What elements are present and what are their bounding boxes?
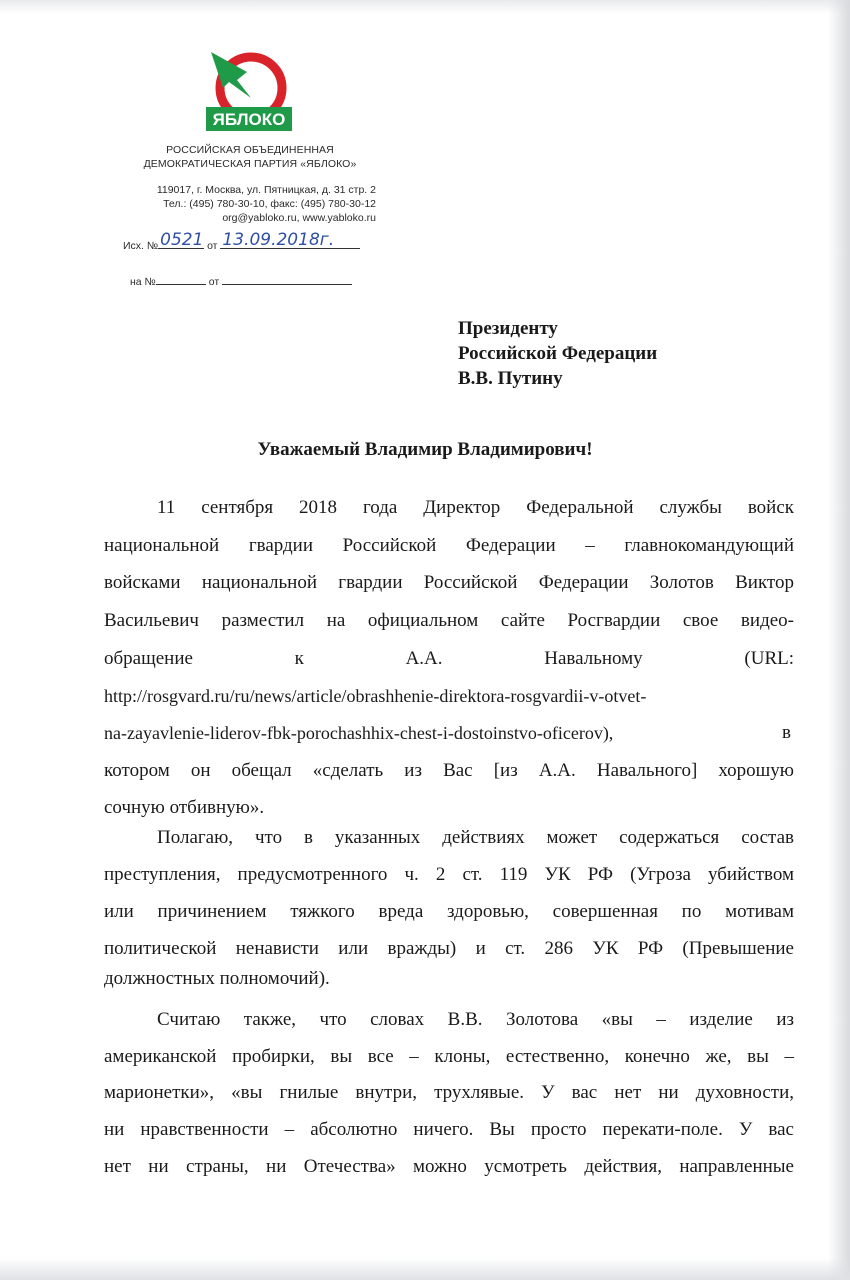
logo-text: ЯБЛОКО xyxy=(212,110,286,129)
party-name-line: РОССИЙСКАЯ ОБЪЕДИНЕННАЯ xyxy=(166,144,334,156)
outgoing-date-label: от xyxy=(207,240,218,252)
url-line: http://rosgvard.ru/ru/news/article/obrashhenie-direktora-rosgvardii-v-otvet- xyxy=(104,686,647,706)
url-line: na-zayavlenie-liderov-fbk-porochashhix-chest-i-dostoinstvo-oficerov), xyxy=(104,723,614,743)
outgoing-date-handwritten: 13.09.2018г. xyxy=(222,230,335,250)
address-line: 119017, г. Москва, ул. Пятницкая, д. 31 стр. 2 xyxy=(156,184,376,196)
yabloko-logo xyxy=(203,50,295,140)
body-line: Васильевич разместил на официальном сайте Росгвардии свое видео- xyxy=(104,610,794,631)
body-line: национальной гвардии Российской Федерации – главнокомандующий xyxy=(104,535,794,556)
email-web-line: org@yabloko.ru, www.yabloko.ru xyxy=(222,212,376,224)
outgoing-number-label: Исх. № xyxy=(123,240,159,252)
party-contacts xyxy=(100,183,376,225)
body-line: преступления, предусмотренного ч. 2 ст. 119 УК РФ (Угроза убийством xyxy=(104,864,794,885)
party-name-line: ДЕМОКРАТИЧЕСКАЯ ПАРТИЯ «ЯБЛОКО» xyxy=(143,158,357,170)
body-word: обращение xyxy=(104,648,193,669)
body-word: в xyxy=(782,722,791,743)
body-line: сочную отбивную». xyxy=(104,797,265,818)
body-line: политической ненависти или вражды) и ст. 286 УК РФ (Превышение xyxy=(104,938,794,959)
body-line: нет ни страны, ни Отечества» можно усмотреть действия, направленные xyxy=(104,1156,794,1177)
outgoing-number-field xyxy=(158,230,204,250)
outgoing-number-handwritten: 0521 xyxy=(160,230,204,250)
addressee-block xyxy=(458,316,657,391)
body-line: ни нравственности – абсолютно ничего. Вы просто перекати-поле. У вас xyxy=(104,1119,794,1140)
body-line: Считаю также, что словах В.В. Золотова «вы – изделие из xyxy=(157,1009,794,1030)
incoming-date-field xyxy=(222,272,352,285)
addressee-line: В.В. Путину xyxy=(458,368,563,389)
body-line: войсками национальной гвардии Российской Федерации Золотов Виктор xyxy=(104,572,794,593)
addressee-line: Президенту xyxy=(458,318,558,339)
addressee-line: Российской Федерации xyxy=(458,343,658,364)
body-line: должностных полномочий). xyxy=(104,968,330,989)
incoming-number-field xyxy=(156,272,206,285)
incoming-date-label: от xyxy=(208,276,220,288)
incoming-registration xyxy=(130,272,352,288)
body-line: котором он обещал «сделать из Вас [из А.А. Навального] хорошую xyxy=(104,760,794,781)
scan-edge-bottom xyxy=(0,1258,850,1280)
body-word: (URL: xyxy=(744,648,794,669)
scan-edge-top xyxy=(0,0,850,14)
body-line: Полагаю, что в указанных действиях может содержаться состав xyxy=(157,827,794,848)
body-line: 11 сентября 2018 года Директор Федеральной службы войск xyxy=(157,497,794,518)
body-word: к xyxy=(294,648,304,669)
phone-line: Тел.: (495) 780-30-10, факс: (495) 780-30-12 xyxy=(163,198,376,210)
body-word: А.А. xyxy=(405,648,443,669)
body-line: или причинением тяжкого вреда здоровью, совершенная по мотивам xyxy=(104,901,794,922)
body-line-spread xyxy=(104,647,794,671)
body-line: американской пробирки, вы все – клоны, естественно, конечно же, вы – xyxy=(104,1046,794,1067)
scan-edge-right xyxy=(828,0,850,1280)
outgoing-registration xyxy=(123,230,360,252)
incoming-number-label: на № xyxy=(130,276,156,288)
body-word: Навальному xyxy=(544,648,643,669)
body-line: марионетки», «вы гнилые внутри, трухлявые. У вас нет ни духовности, xyxy=(104,1082,794,1103)
outgoing-date-field xyxy=(220,230,360,250)
party-name xyxy=(120,143,380,171)
salutation: Уважаемый Владимир Владимирович! xyxy=(257,439,593,460)
